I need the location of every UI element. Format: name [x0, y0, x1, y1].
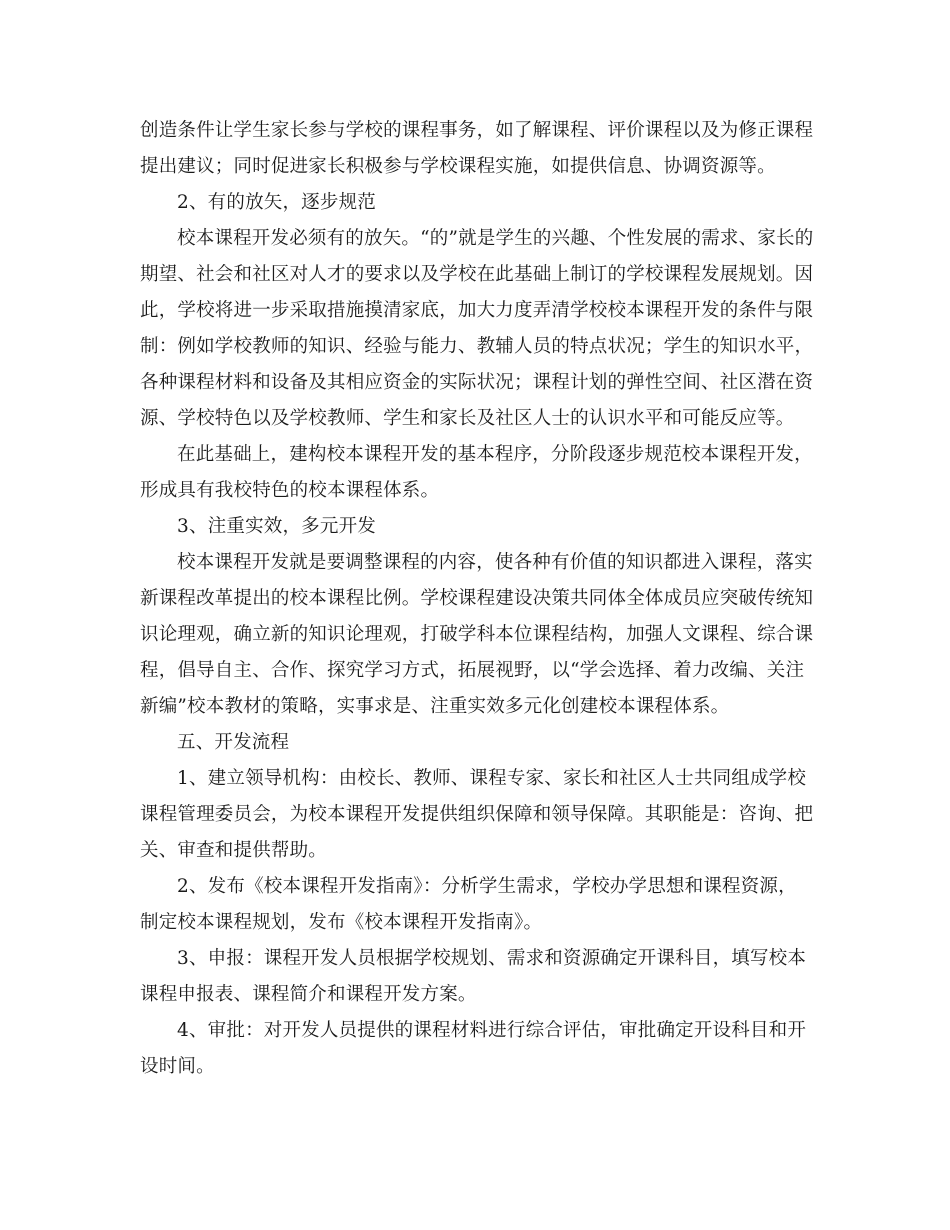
- text-line: 源、学校特色以及学校教师、学生和家长及社区人士的认识水平和可能反应等。: [140, 408, 795, 429]
- text-line: 3、申报：课程开发人员根据学校规划、需求和资源确定开课科目，填写校本: [177, 948, 807, 969]
- text-line: 程，倡导自主、合作、探究学习方式，拓展视野，以“学会选择、着力改编、关注: [140, 660, 805, 681]
- text-line: 创造条件让学生家长参与学校的课程事务，如了解课程、评价课程以及为修正课程: [140, 120, 814, 141]
- text-line: 校本课程开发就是要调整课程的内容，使各种有价值的知识都进入课程，落实: [177, 552, 813, 573]
- text-line: 此，学校将进一步采取措施摸清家底，加大力度弄清学校校本课程开发的条件与限: [140, 300, 814, 321]
- text-line: 新编”校本教材的策略，实事求是、注重实效多元化创建校本课程体系。: [140, 696, 730, 717]
- text-line: 期望、社会和社区对人才的要求以及学校在此基础上制订的学校课程发展规划。因: [140, 264, 814, 285]
- section-heading: 3、注重实效，多元开发: [177, 516, 376, 537]
- text-line: 识论理观，确立新的知识论理观，打破学科本位课程结构，加强人文课程、综合课: [140, 624, 814, 645]
- section-heading: 2、有的放矢，逐步规范: [177, 192, 376, 213]
- text-line: 形成具有我校特色的校本课程体系。: [140, 480, 440, 501]
- section-heading: 五、开发流程: [177, 732, 290, 753]
- text-line: 课程管理委员会，为校本课程开发提供组织保障和领导保障。其职能是：咨询、把: [140, 804, 814, 825]
- text-line: 关、审查和提供帮助。: [140, 840, 328, 861]
- text-line: 在此基础上，建构校本课程开发的基本程序，分阶段逐步规范校本课程开发，: [177, 444, 813, 465]
- text-line: 1、建立领导机构：由校长、教师、课程专家、家长和社区人士共同组成学校: [177, 768, 807, 789]
- text-line: 新课程改革提出的校本课程比例。学校课程建设决策共同体全体成员应突破传统知: [140, 588, 814, 609]
- text-line: 2、发布《校本课程开发指南》：分析学生需求，学校办学思想和课程资源，: [177, 876, 797, 897]
- text-line: 制：例如学校教师的知识、经验与能力、教辅人员的特点状况；学生的知识水平，: [140, 336, 814, 357]
- text-line: 课程申报表、课程简介和课程开发方案。: [140, 984, 477, 1005]
- text-line: 设时间。: [140, 1056, 215, 1077]
- text-line: 制定校本课程规划，发布《校本课程开发指南》。: [140, 912, 543, 933]
- text-line: 提出建议；同时促进家长积极参与学校课程实施，如提供信息、协调资源等。: [140, 156, 776, 177]
- text-line: 4、审批：对开发人员提供的课程材料进行综合评估，审批确定开设科目和开: [177, 1020, 807, 1041]
- text-line: 校本课程开发必须有的放矢。“的”就是学生的兴趣、个性发展的需求、家长的: [177, 228, 814, 249]
- text-line: 各种课程材料和设备及其相应资金的实际状况；课程计划的弹性空间、社区潜在资: [140, 372, 814, 393]
